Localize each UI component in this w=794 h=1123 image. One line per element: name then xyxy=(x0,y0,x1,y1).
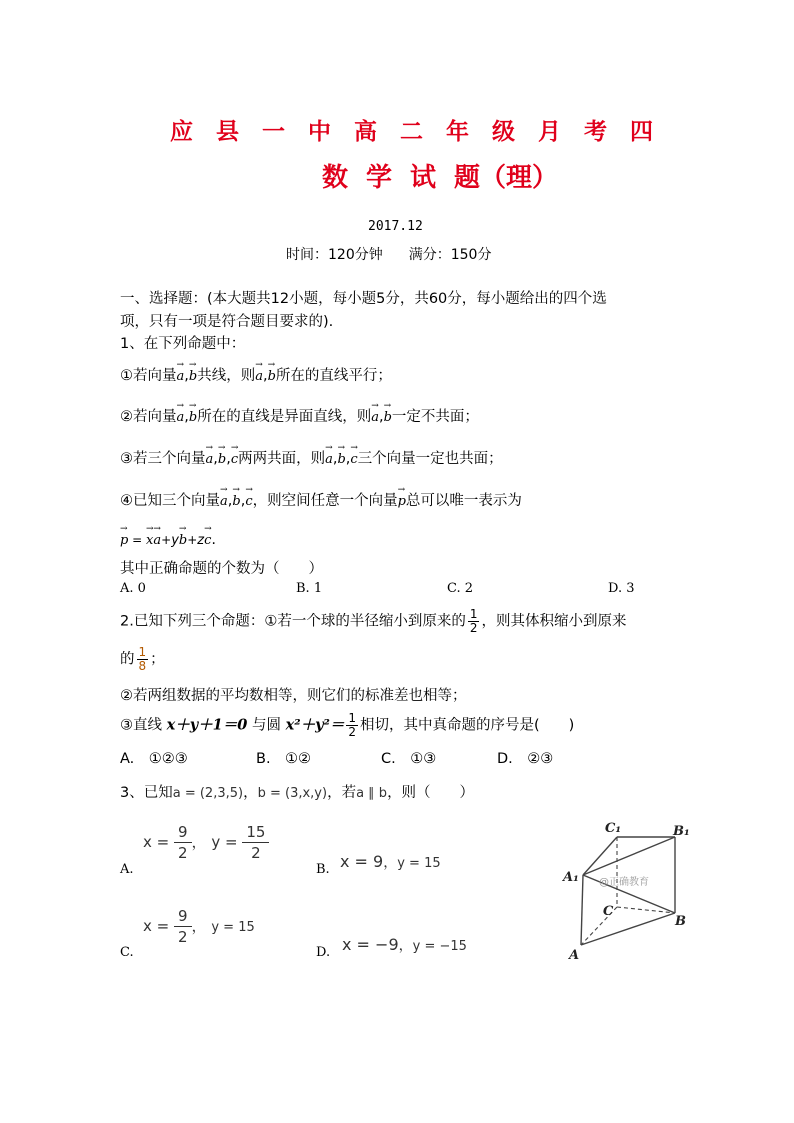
coef-z: z xyxy=(197,533,205,548)
text: 两两共面，则 xyxy=(238,451,326,467)
q3-option-d-label: D. xyxy=(316,945,331,960)
q3-option-d xyxy=(342,935,467,955)
text: 所在的直线平行； xyxy=(275,368,392,384)
numerator: 9 xyxy=(174,822,192,843)
exam-title-line1: 应县一中高二年级月考四 xyxy=(170,119,676,145)
comma: , xyxy=(378,409,384,425)
q2-option-b: B. ①② xyxy=(256,751,312,767)
label-c: C xyxy=(603,904,614,919)
vector-b: → b xyxy=(268,369,276,384)
comma: , xyxy=(213,451,218,467)
numerator: 15 xyxy=(242,822,269,843)
denominator: 2 xyxy=(348,725,356,739)
text: ③若三个向量 xyxy=(120,451,206,467)
y-eq: y = xyxy=(211,833,238,851)
comma: , xyxy=(240,493,246,509)
label-c1: C₁ xyxy=(605,821,622,836)
title-word: 试 xyxy=(410,163,437,193)
coef-y: y xyxy=(171,533,179,548)
edge-a-b xyxy=(581,913,675,945)
q1-statement-3 xyxy=(120,447,503,468)
q2-line2 xyxy=(120,646,165,673)
vector-c: → c xyxy=(231,452,238,467)
fraction-9-2 xyxy=(174,906,192,947)
q1-formula xyxy=(120,532,216,548)
q1-statement-1 xyxy=(120,364,392,385)
vector-a: → a xyxy=(177,369,185,384)
section-intro-line2: 项，只有一项是符合题目要求的). xyxy=(120,314,334,330)
label-a: A xyxy=(569,948,580,963)
q3-option-b-label: B. xyxy=(316,862,330,877)
numerator: 1 xyxy=(138,645,147,659)
vector-a: → a xyxy=(206,452,214,467)
x-eq: x = xyxy=(143,917,170,935)
text: 所在的直线是异面直线，则 xyxy=(197,409,372,425)
vector-b: → b xyxy=(189,369,197,384)
plus: + xyxy=(161,533,172,547)
comma: , xyxy=(227,493,233,509)
vector-a: → a xyxy=(220,494,228,509)
text: 相切，其中真命题的序号是( ) xyxy=(360,717,575,734)
comma: , xyxy=(332,451,338,467)
text: 总可以唯一表示为 xyxy=(405,493,522,509)
q2-line4 xyxy=(120,712,574,739)
vector-b: → b xyxy=(337,452,345,467)
watermark: @正确教育 xyxy=(599,877,649,888)
denominator: 8 xyxy=(138,659,147,673)
line-equation: x＋y＋1＝0 xyxy=(166,716,248,734)
vector-a: → a xyxy=(371,410,379,425)
text: ③直线 xyxy=(120,717,167,734)
fraction-15-2 xyxy=(242,822,269,863)
denominator: 2 xyxy=(251,844,261,862)
label-b: B xyxy=(675,914,686,929)
vector-p: → p xyxy=(398,494,406,509)
q3-option-b xyxy=(340,852,441,872)
vector-c: → c xyxy=(204,533,211,548)
vector-c: → c xyxy=(245,494,252,509)
comma: ， xyxy=(191,833,207,851)
edge-a1-a xyxy=(581,875,583,945)
y-eq: y = 15 xyxy=(397,856,441,871)
title-word: 题（理） xyxy=(454,163,559,193)
denominator: 2 xyxy=(178,844,188,862)
fraction-half xyxy=(346,712,358,739)
text: ，若 xyxy=(327,785,357,801)
q1-question: 其中正确命题的个数为（ ） xyxy=(120,561,323,577)
text: ； xyxy=(150,651,165,668)
title-word: 学 xyxy=(366,163,393,193)
comma: , xyxy=(184,409,189,425)
q3-stem xyxy=(120,781,474,802)
text: 的 xyxy=(120,651,135,668)
text: 3、已知 xyxy=(120,785,173,801)
section-intro-line1: 一、选择题：(本大题共12小题，每小题5分，共60分，每小题给出的四个选 xyxy=(120,291,607,307)
comma: , xyxy=(184,368,189,384)
fraction-half xyxy=(468,608,480,635)
y-eq: y = −15 xyxy=(412,939,467,954)
vector-p: → p xyxy=(120,533,128,548)
prism-figure xyxy=(555,815,705,965)
coef-x: → x xyxy=(146,533,153,548)
parallel-condition: a ∥ b xyxy=(356,786,388,801)
exam-title-line2 xyxy=(322,157,576,194)
x-eq: x = −9 xyxy=(342,935,399,954)
vector-b: → b xyxy=(179,533,187,548)
comma: , xyxy=(345,451,351,467)
fraction-9-2 xyxy=(174,822,192,863)
q1-option-a: A. 0 xyxy=(120,581,146,596)
title-word: 数 xyxy=(322,163,349,193)
vector-a: → a xyxy=(255,369,263,384)
equals: = xyxy=(128,533,147,547)
vector-b: → b xyxy=(384,410,392,425)
vector-b: → b xyxy=(218,452,226,467)
comma: , xyxy=(262,368,268,384)
text: ， xyxy=(243,785,258,801)
edge-a1-c1 xyxy=(583,837,617,875)
plus: + xyxy=(187,533,198,547)
q1-statement-2 xyxy=(120,405,479,426)
q3-option-a xyxy=(143,822,269,863)
comma: ， xyxy=(398,938,413,954)
comma: , xyxy=(226,451,231,467)
vector-a: → a xyxy=(153,533,161,548)
comma: ， xyxy=(191,917,207,935)
y-eq: y = 15 xyxy=(211,920,255,935)
x-eq: x = 9 xyxy=(340,852,384,871)
q2-line1 xyxy=(120,608,626,635)
vector-c: → c xyxy=(350,452,357,467)
vector-b-value: b = (3,x,y) xyxy=(257,786,328,801)
vector-a-value: a = (2,3,5) xyxy=(172,786,244,801)
q1-option-c: C. 2 xyxy=(447,581,474,596)
q1-stem: 1、在下列命题中： xyxy=(120,336,246,352)
edge-a1-b1 xyxy=(583,837,675,875)
q3-option-c-label: C. xyxy=(120,945,134,960)
label-b1: B₁ xyxy=(673,824,690,839)
numerator: 1 xyxy=(469,607,478,621)
period: . xyxy=(211,532,216,548)
q3-option-c xyxy=(143,906,255,947)
text: ，则空间任意一个向量 xyxy=(252,493,398,509)
q2-line3: ②若两组数据的平均数相等，则它们的标准差也相等； xyxy=(120,688,467,704)
text: ①若向量 xyxy=(120,368,177,384)
circle-equation: x²＋y²＝ xyxy=(285,716,345,734)
vector-b: → b xyxy=(189,410,197,425)
text: ④已知三个向量 xyxy=(120,493,220,509)
exam-date: 2017.12 xyxy=(368,219,423,234)
exam-meta xyxy=(286,244,517,264)
text: ②若向量 xyxy=(120,409,177,425)
text: 一定不共面； xyxy=(391,409,479,425)
x-eq: x = xyxy=(143,833,170,851)
q1-statement-4 xyxy=(120,489,522,510)
time-label: 时间：120分钟 xyxy=(286,247,383,263)
q3-option-a-label: A. xyxy=(120,862,134,877)
denominator: 2 xyxy=(178,928,188,946)
vector-a: → a xyxy=(177,410,185,425)
vector-b: → b xyxy=(232,494,240,509)
text: ，则（ ） xyxy=(387,785,475,801)
text: ，则其体积缩小到原来 xyxy=(481,613,627,630)
q2-option-c: C. ①③ xyxy=(381,751,437,767)
q2-option-a: A. ①②③ xyxy=(120,751,188,767)
text: 三个向量一定也共面； xyxy=(357,451,503,467)
q1-option-d: D. 3 xyxy=(608,581,635,596)
vector-a: → a xyxy=(325,452,333,467)
comma: ， xyxy=(383,855,398,871)
text: 2.已知下列三个命题：①若一个球的半径缩小到原来的 xyxy=(120,613,466,630)
score-label: 满分：150分 xyxy=(408,247,492,263)
text: 与圆 xyxy=(247,717,286,734)
fraction-eighth xyxy=(137,646,149,673)
label-a1: A₁ xyxy=(563,870,579,885)
numerator: 1 xyxy=(348,711,356,725)
q2-option-d: D. ②③ xyxy=(497,751,554,767)
numerator: 9 xyxy=(174,906,192,927)
text: 共线，则 xyxy=(197,368,256,384)
denominator: 2 xyxy=(469,621,478,635)
q1-option-b: B. 1 xyxy=(296,581,323,596)
